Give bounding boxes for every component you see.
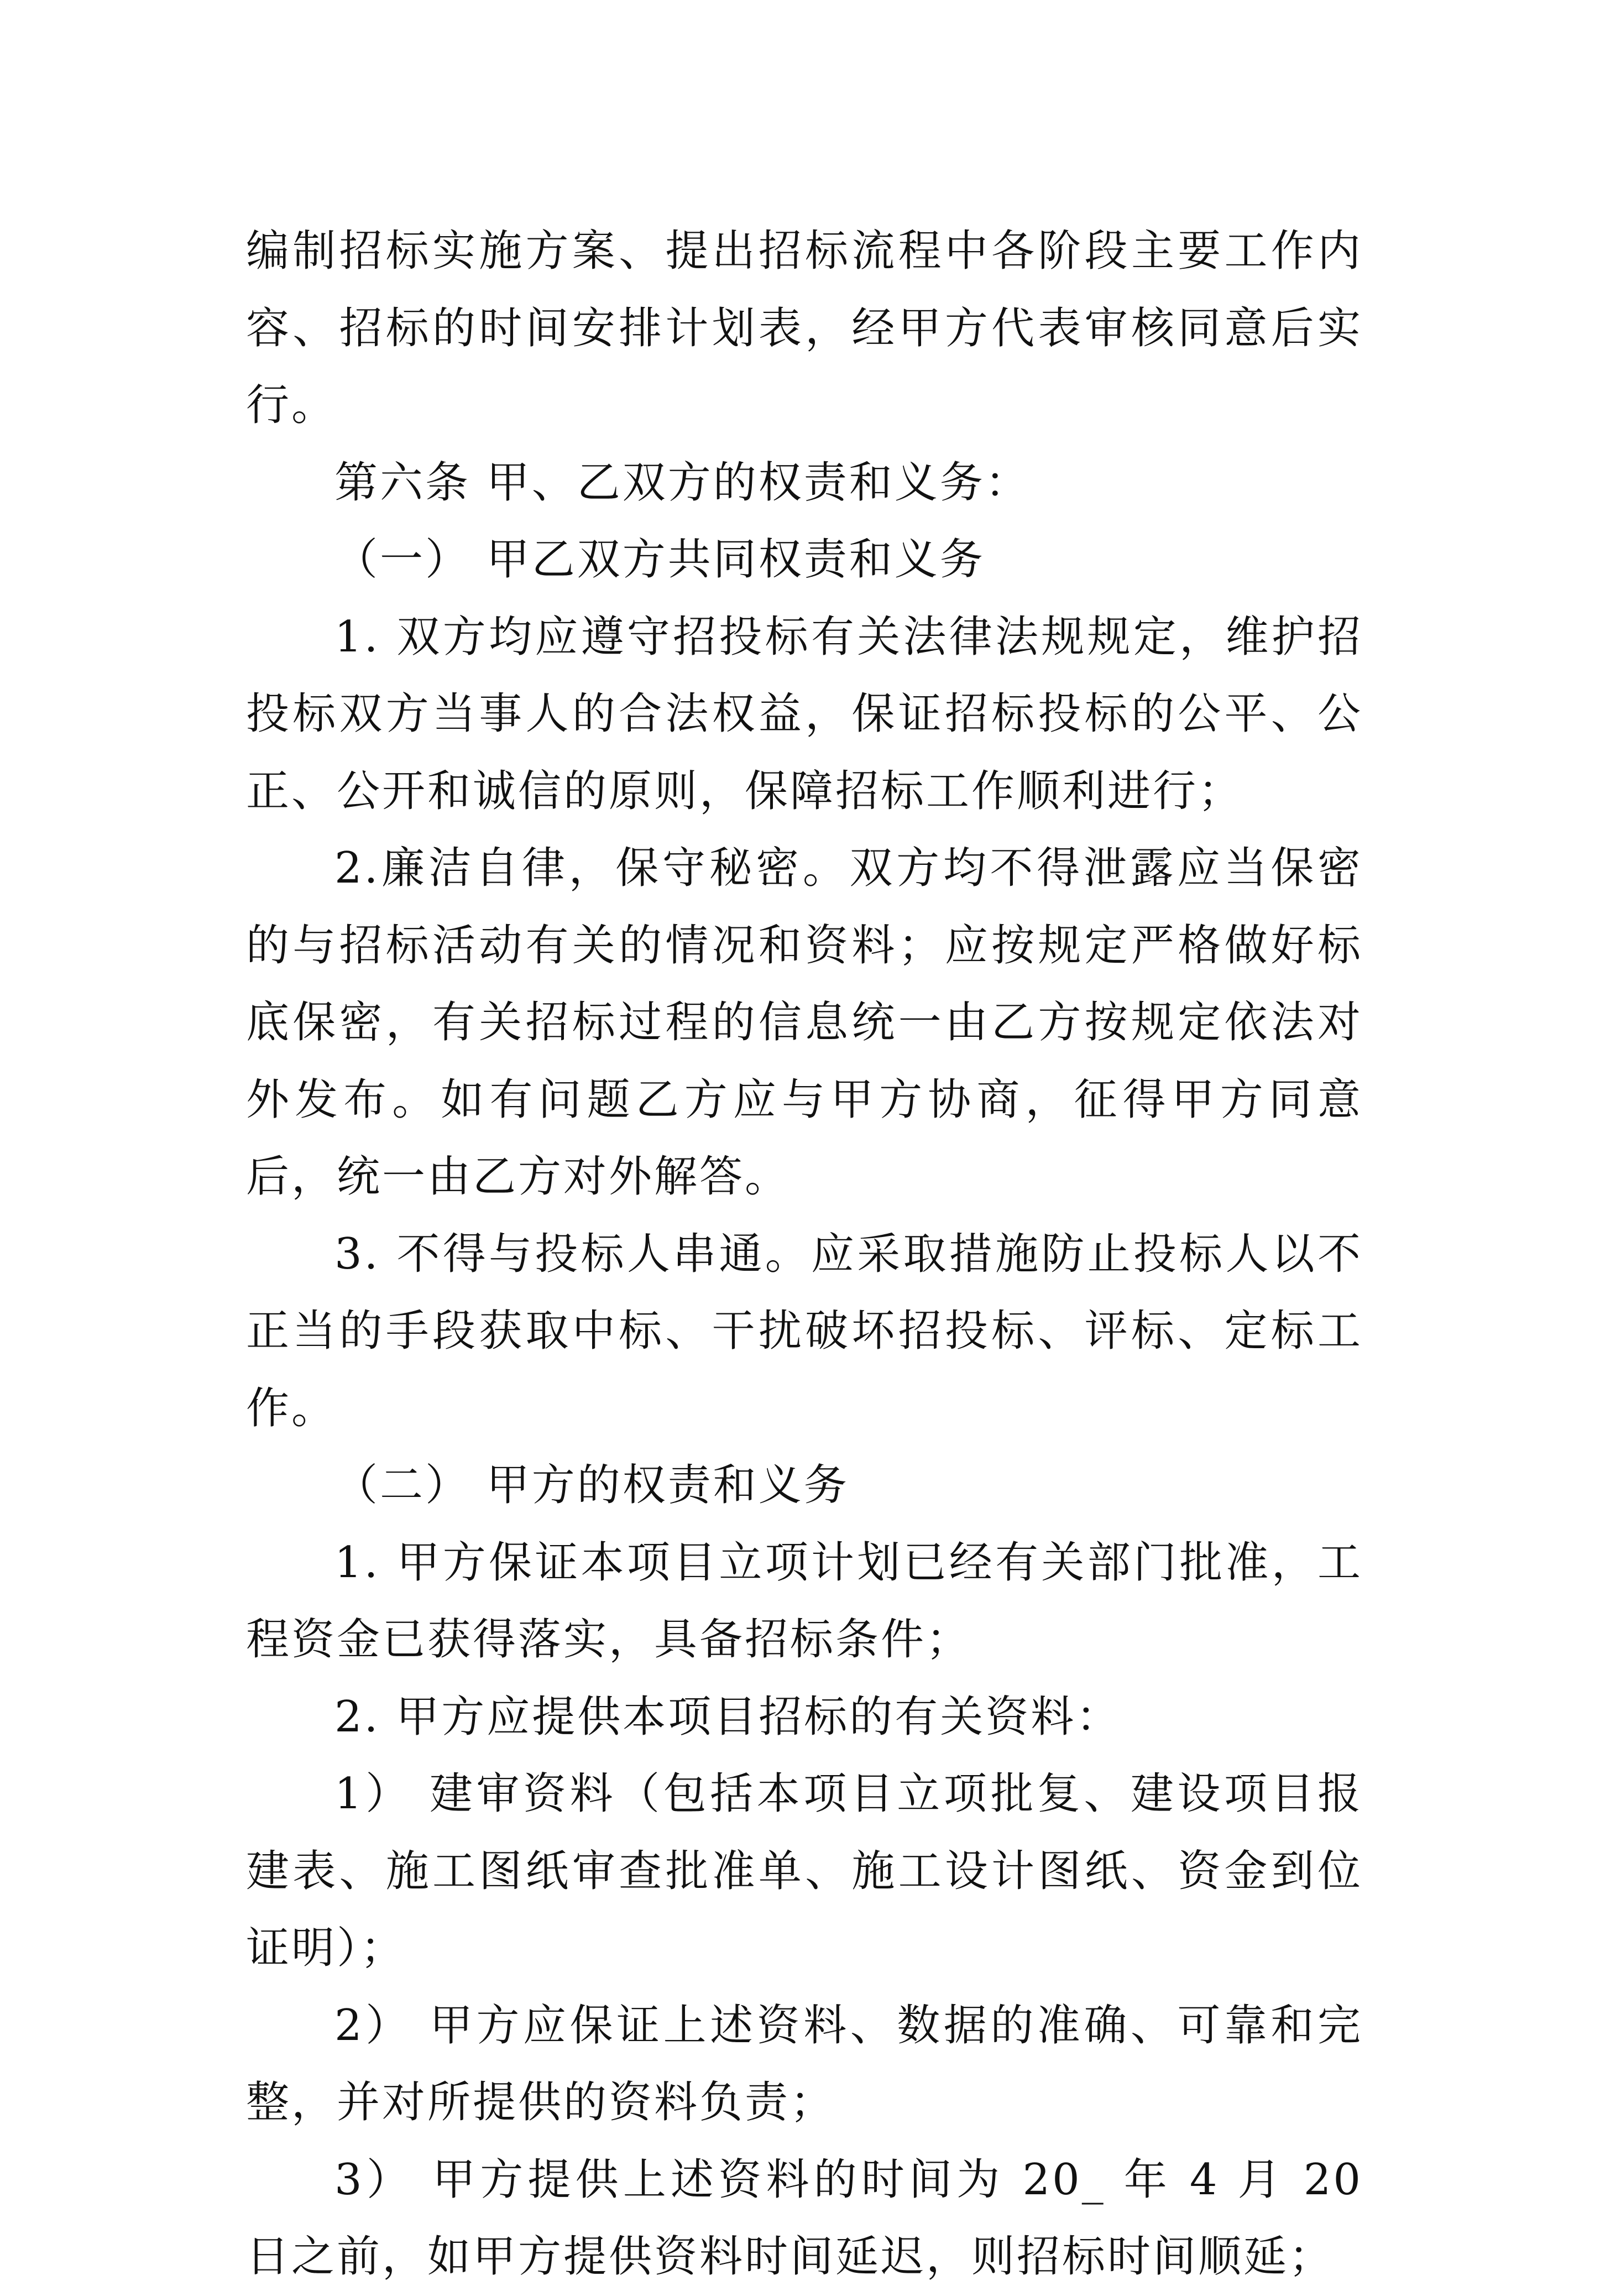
paragraph: 编制招标实施方案、提出招标流程中各阶段主要工作内容、招标的时间安排计划表，经甲方代表审核同意后实行。 xyxy=(246,226,1363,430)
list-item: 1） 建审资料（包括本项目立项批复、建设项目报建表、施工图纸审查批准单、施工设计图纸、资金到位证明）； xyxy=(246,1769,1363,1973)
list-item: 2） 甲方应保证上述资料、数据的准确、可靠和完整，并对所提供的资料负责； xyxy=(246,2000,1363,2127)
section-heading: （一） 甲乙双方共同权责和义务 xyxy=(334,535,985,585)
section-heading: （二） 甲方的权责和义务 xyxy=(334,1460,849,1510)
paragraph: 2.廉洁自律，保守秘密。双方均不得泄露应当保密的与招标活动有关的情况和资料；应按规定严格做好标底保密，有关招标过程的信息统一由乙方按规定依法对外发布。如有问题乙方应与甲方协商，征得甲方同意后，统一由乙方对外解答。 xyxy=(246,843,1363,1202)
list-item: 3） 甲方提供上述资料的时间为 20_ 年 4 月 20 日之前，如甲方提供资料时间延迟，则招标时间顺延； xyxy=(246,2154,1363,2282)
paragraph: 1. 甲方保证本项目立项计划已经有关部门批准，工程资金已获得落实，具备招标条件； xyxy=(246,1537,1363,1664)
paragraph: 3. 不得与投标人串通。应采取措施防止投标人以不正当的手段获取中标、干扰破坏招投标、评标、定标工作。 xyxy=(246,1229,1363,1433)
article-heading: 第六条 甲、乙双方的权责和义务： xyxy=(334,457,1031,508)
paragraph: 1. 双方均应遵守招投标有关法律法规规定，维护招投标双方当事人的合法权益，保证招标投标的公平、公正、公开和诚信的原则，保障招标工作顺利进行； xyxy=(246,612,1363,816)
paragraph: 2. 甲方应提供本项目招标的有关资料： xyxy=(334,1692,1122,1742)
document-body xyxy=(246,213,1363,2296)
